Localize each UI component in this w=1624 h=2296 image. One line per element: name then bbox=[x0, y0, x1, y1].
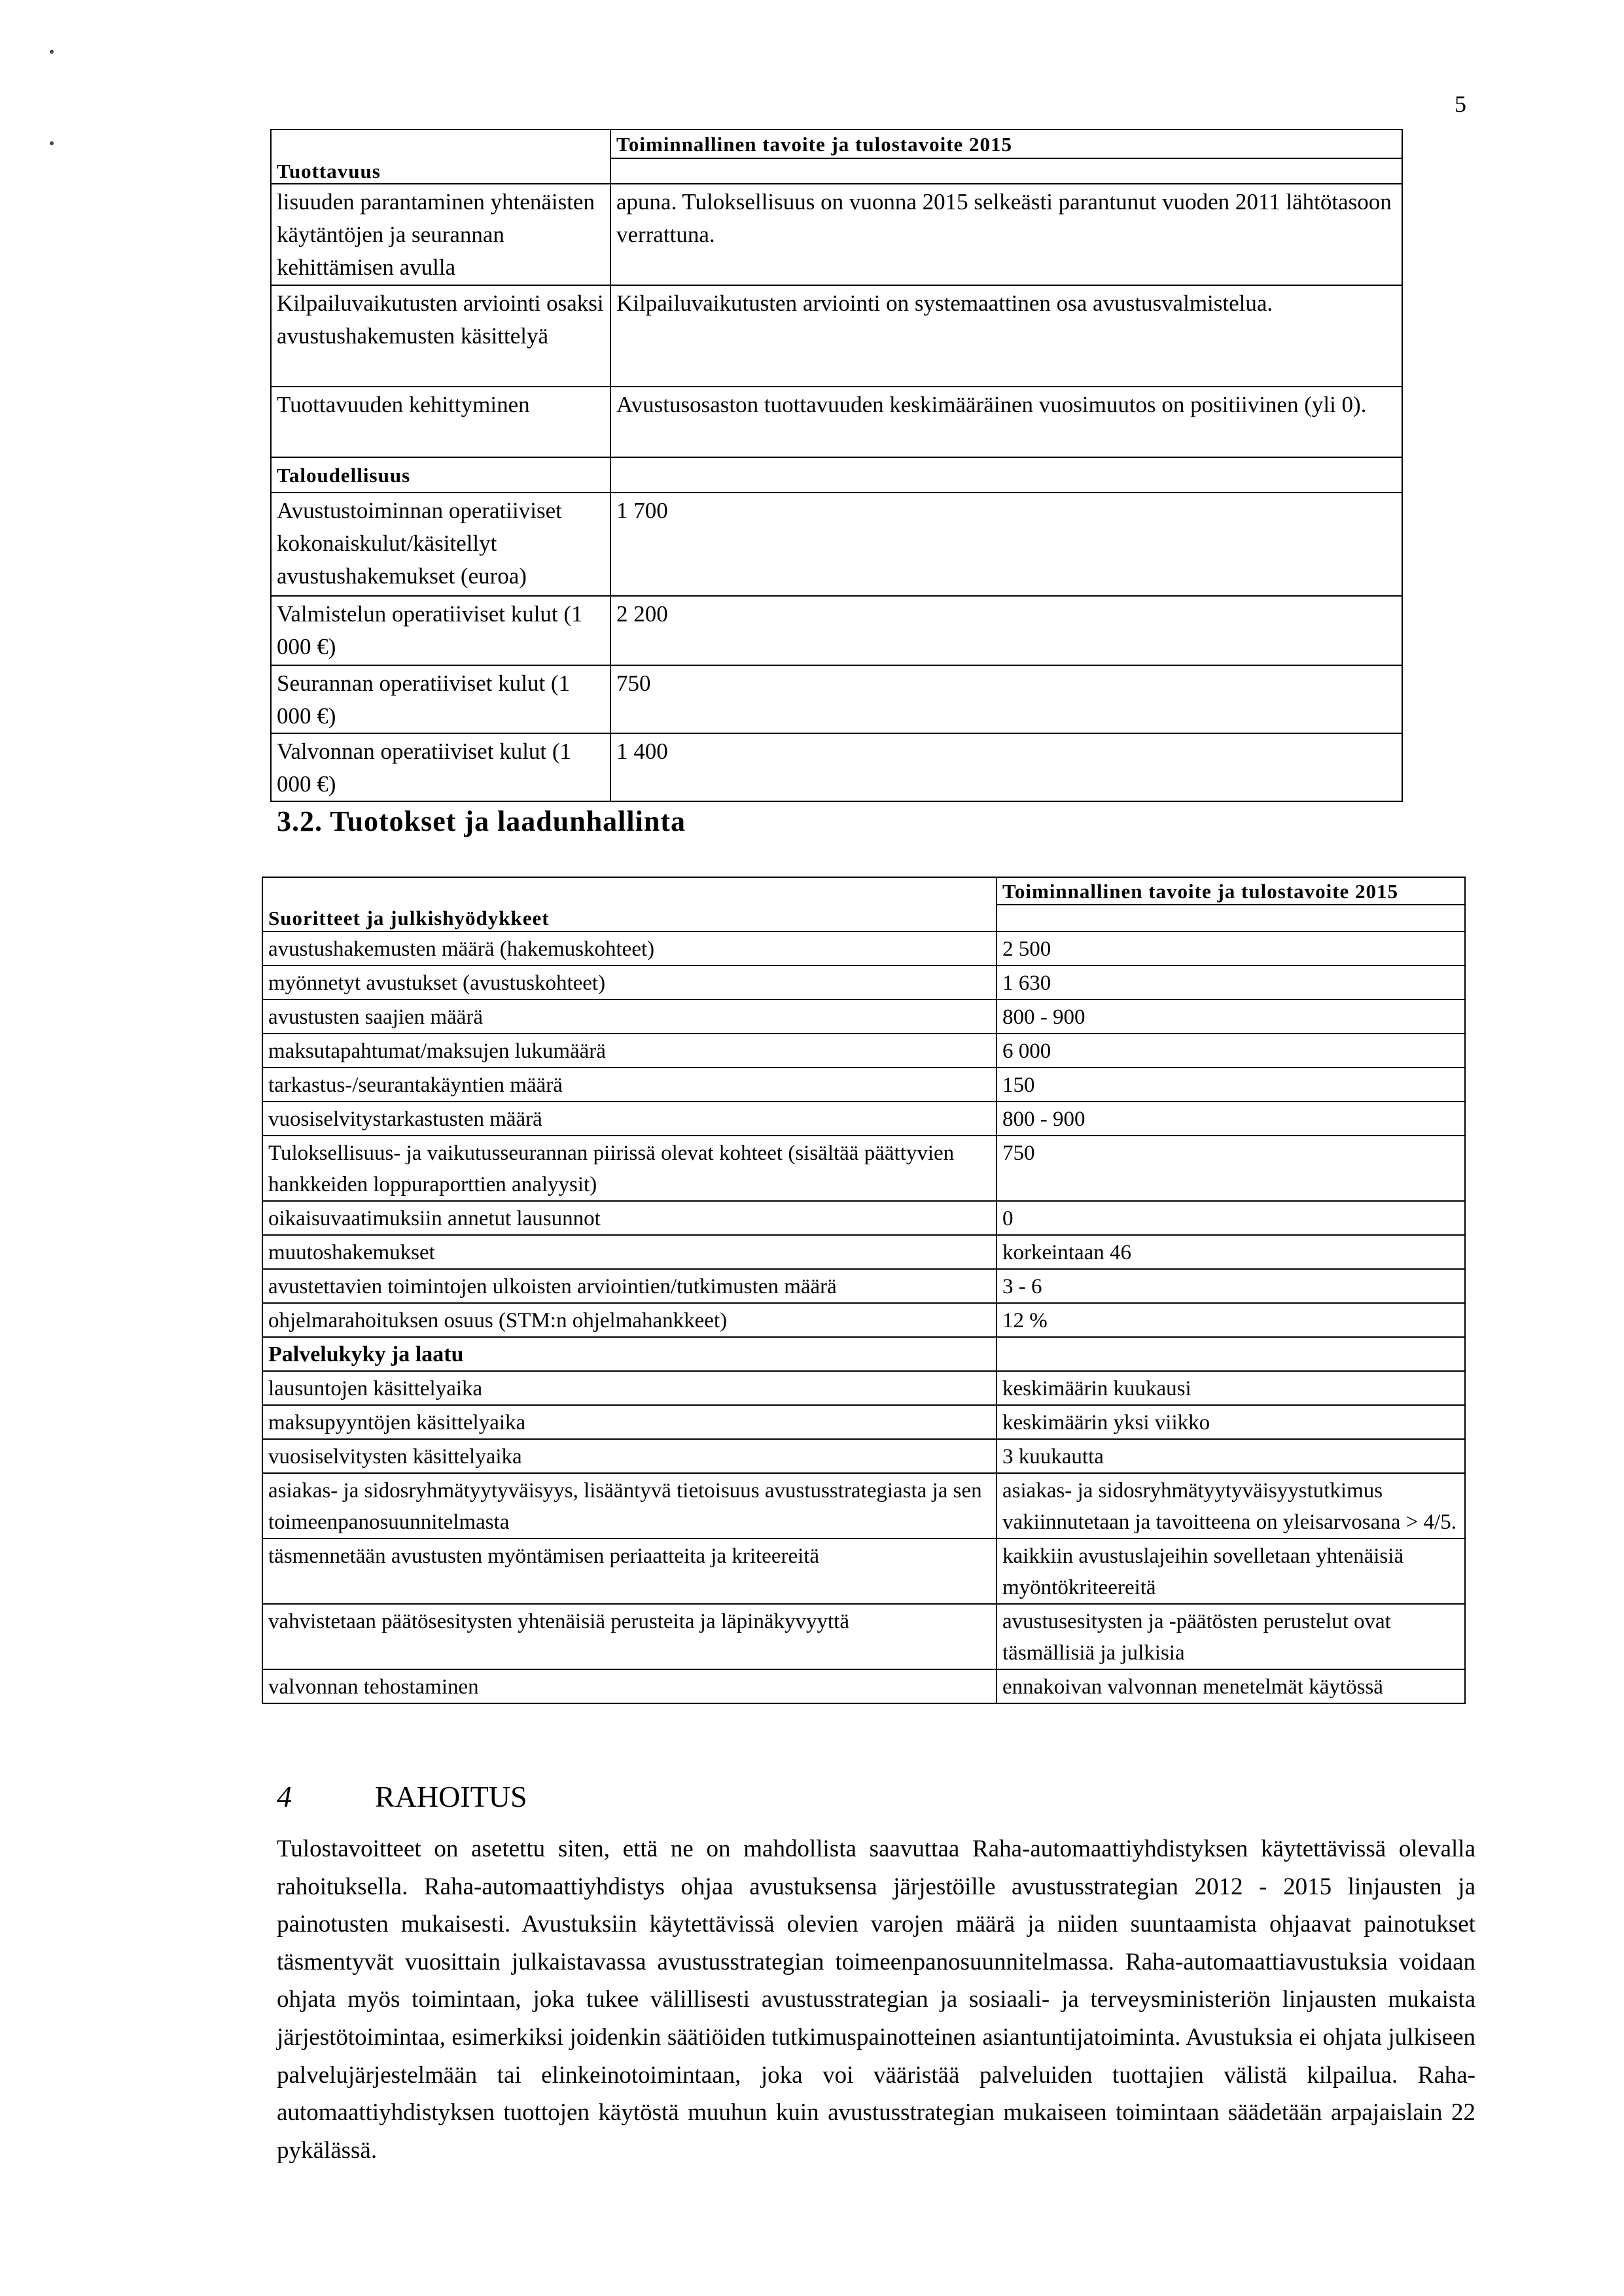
table-row bbox=[262, 1269, 1465, 1303]
table-cell-label: asiakas- ja sidosryhmätyytyväisyys, lisääntyvä tietoisuus avustusstrategiasta ja sen toimeenpanosuunnitelmasta bbox=[262, 1473, 997, 1539]
table-row bbox=[262, 1669, 1465, 1703]
table-cell-label: valvonnan tehostaminen bbox=[262, 1669, 997, 1703]
table-cell-value: keskimäärin kuukausi bbox=[997, 1371, 1465, 1405]
table-cell-value: 1 400 bbox=[610, 733, 1402, 801]
table-row bbox=[262, 965, 1465, 1000]
table-cell-value: kaikkiin avustuslajeihin sovelletaan yhtenäisiä myöntökriteereitä bbox=[997, 1539, 1465, 1604]
table-cell-value: apuna. Tuloksellisuus on vuonna 2015 selkeästi parantunut vuoden 2011 lähtötasoon verrattuna. bbox=[610, 184, 1402, 285]
table-cell-label: Tuottavuuden kehittyminen bbox=[271, 387, 610, 457]
table-cell-value: 6 000 bbox=[997, 1034, 1465, 1068]
page-number: 5 bbox=[1455, 91, 1466, 117]
table-row bbox=[262, 1136, 1465, 1201]
table-header-row bbox=[271, 130, 1402, 158]
table-cell-value: 2 200 bbox=[610, 596, 1402, 665]
table-row bbox=[262, 1473, 1465, 1539]
table-cell-label: vuosiselvitystarkastusten määrä bbox=[262, 1102, 997, 1136]
table-row bbox=[262, 1235, 1465, 1269]
table-cell-value: 0 bbox=[997, 1201, 1465, 1235]
table-cell-label: Valvonnan operatiiviset kulut (1 000 €) bbox=[271, 733, 610, 801]
table-row bbox=[262, 1303, 1465, 1337]
table-section-row bbox=[271, 457, 1402, 493]
section-title-economy: Taloudellisuus bbox=[271, 457, 610, 493]
section-heading: 3.2. Tuotokset ja laadunhallinta bbox=[277, 805, 686, 837]
section-title-outputs: Suoritteet ja julkishyödykkeet bbox=[262, 905, 997, 931]
table-cell-value: korkeintaan 46 bbox=[997, 1235, 1465, 1269]
table-cell-label: vahvistetaan päätösesitysten yhtenäisiä perusteita ja läpinäkyvyyttä bbox=[262, 1604, 997, 1669]
table-cell-label: avustushakemusten määrä (hakemuskohteet) bbox=[262, 931, 997, 965]
table-cell-value: 800 - 900 bbox=[997, 1000, 1465, 1034]
table-cell-label: ohjelmarahoituksen osuus (STM:n ohjelmahankkeet) bbox=[262, 1303, 997, 1337]
table-cell-value: 1 630 bbox=[997, 965, 1465, 1000]
table-row bbox=[262, 1068, 1465, 1102]
section-title-service-quality: Palvelukyky ja laatu bbox=[262, 1337, 997, 1371]
table-header-empty-cell bbox=[262, 877, 997, 905]
table-cell-label: Tuloksellisuus- ja vaikutusseurannan piirissä olevat kohteet (sisältää päättyvien hankkeiden loppuraporttien analyysit) bbox=[262, 1136, 997, 1201]
table-cell-value: asiakas- ja sidosryhmätyytyväisyystutkimus vakiinnutetaan ja tavoitteena on yleisarvosana > 4/5. bbox=[997, 1473, 1465, 1539]
table-row bbox=[271, 493, 1402, 596]
table-cell-label: myönnetyt avustukset (avustuskohteet) bbox=[262, 965, 997, 1000]
table-section-row bbox=[262, 1337, 1465, 1371]
table-cell-label: avustusten saajien määrä bbox=[262, 1000, 997, 1034]
table-cell-value: 3 - 6 bbox=[997, 1269, 1465, 1303]
table-row bbox=[262, 1539, 1465, 1604]
table-cell-label: oikaisuvaatimuksiin annetut lausunnot bbox=[262, 1201, 997, 1235]
table-row bbox=[262, 1000, 1465, 1034]
table-row bbox=[262, 1102, 1465, 1136]
table-row bbox=[271, 665, 1402, 733]
table-cell-value: 3 kuukautta bbox=[997, 1439, 1465, 1473]
table-cell-value: keskimäärin yksi viikko bbox=[997, 1405, 1465, 1439]
table-cell-value bbox=[997, 1337, 1465, 1371]
table-cell-value: Avustusosaston tuottavuuden keskimääräinen vuosimuutos on positiivinen (yli 0). bbox=[610, 387, 1402, 457]
table-row bbox=[271, 596, 1402, 665]
objectives-table-productivity bbox=[270, 129, 1403, 802]
objectives-table-outputs bbox=[262, 877, 1466, 1704]
table-cell-value: 750 bbox=[997, 1136, 1465, 1201]
table-cell-value bbox=[610, 158, 1402, 184]
table-cell-label: lisuuden parantaminen yhtenäisten käytäntöjen ja seurannan kehittämisen avulla bbox=[271, 184, 610, 285]
table-cell-label: Avustustoiminnan operatiiviset kokonaiskulut/käsitellyt avustushakemukset (euroa) bbox=[271, 493, 610, 596]
table-cell-label: maksutapahtumat/maksujen lukumäärä bbox=[262, 1034, 997, 1068]
table-row bbox=[262, 1201, 1465, 1235]
table-cell-value: Kilpailuvaikutusten arviointi on systemaattinen osa avustusvalmistelua. bbox=[610, 285, 1402, 387]
scan-speck bbox=[50, 50, 54, 54]
table-cell-value: 150 bbox=[997, 1068, 1465, 1102]
table-cell-value: 1 700 bbox=[610, 493, 1402, 596]
table-row bbox=[271, 387, 1402, 457]
table-header-cell: Toiminnallinen tavoite ja tulostavoite 2015 bbox=[997, 877, 1465, 905]
table-section-row bbox=[271, 158, 1402, 184]
table-header-cell: Toiminnallinen tavoite ja tulostavoite 2015 bbox=[610, 130, 1402, 158]
table-row bbox=[262, 1405, 1465, 1439]
table-cell-value: ennakoivan valvonnan menetelmät käytössä bbox=[997, 1669, 1465, 1703]
table-header-empty-cell bbox=[271, 130, 610, 158]
chapter-heading bbox=[277, 1779, 527, 1814]
table-cell-value: 800 - 900 bbox=[997, 1102, 1465, 1136]
table-cell-label: Valmistelun operatiiviset kulut (1 000 €) bbox=[271, 596, 610, 665]
table-cell-value: 2 500 bbox=[997, 931, 1465, 965]
table-cell-value bbox=[997, 905, 1465, 931]
table-cell-value bbox=[610, 457, 1402, 493]
table-row bbox=[262, 1604, 1465, 1669]
section-title-productivity: Tuottavuus bbox=[271, 158, 610, 184]
table-row bbox=[262, 1439, 1465, 1473]
table-row bbox=[271, 184, 1402, 285]
table-cell-label: maksupyyntöjen käsittelyaika bbox=[262, 1405, 997, 1439]
table-cell-label: Seurannan operatiiviset kulut (1 000 €) bbox=[271, 665, 610, 733]
table-row bbox=[262, 1371, 1465, 1405]
table-row bbox=[262, 1034, 1465, 1068]
table-header-row bbox=[262, 877, 1465, 905]
table-row bbox=[271, 733, 1402, 801]
body-paragraph: Tulostavoitteet on asetettu siten, että ne on mahdollista saavuttaa Raha-automaattiyhdistyksen käytettävissä olevalla rahoituksella. Raha-automaattiyhdistys ohjaa avustuksensa järjestöille avustusstrategian 2012 - 2015 linjausten ja painotusten mukaisesti. Avustuksiin käytettävissä olevien varojen määrä ja niiden suuntaamista ohjaavat painotukset täsmentyvät vuosittain julkaistavassa avustusstrategian toimeenpanosuunnitelmassa. Raha-automaattiavustuksia voidaan ohjata myös toimintaan, joka tukee välillisesti avustusstrategian ja sosiaali- ja terveysministeriön linjausten mukaista järjestötoimintaa, esimerkiksi joidenkin säätiöiden tutkimuspainotteinen asiantuntijatoiminta. Avustuksia ei ohjata julkiseen palvelujärjestelmään tai elinkeinotoimintaan, joka voi vääristää palveluiden tuottajien välistä kilpailua. Raha-automaattiyhdistyksen tuottojen käytöstä muuhun kuin avustusstrategian mukaiseen toimintaan säädetään arpajaislain 22 pykälässä. bbox=[277, 1835, 1475, 2164]
table-cell-value: 750 bbox=[610, 665, 1402, 733]
table-cell-value: avustusesitysten ja -päätösten perustelut ovat täsmällisiä ja julkisia bbox=[997, 1604, 1465, 1669]
table-cell-label: lausuntojen käsittelyaika bbox=[262, 1371, 997, 1405]
chapter-title: RAHOITUS bbox=[375, 1780, 527, 1813]
table-cell-label: muutoshakemukset bbox=[262, 1235, 997, 1269]
table-cell-label: vuosiselvitysten käsittelyaika bbox=[262, 1439, 997, 1473]
table-cell-value: 12 % bbox=[997, 1303, 1465, 1337]
table-row bbox=[271, 285, 1402, 387]
scan-speck bbox=[50, 141, 54, 145]
chapter-number: 4 bbox=[277, 1780, 292, 1813]
table-section-row bbox=[262, 905, 1465, 931]
table-cell-label: Kilpailuvaikutusten arviointi osaksi avustushakemusten käsittelyä bbox=[271, 285, 610, 387]
table-cell-label: avustettavien toimintojen ulkoisten arviointien/tutkimusten määrä bbox=[262, 1269, 997, 1303]
table-cell-label: täsmennetään avustusten myöntämisen periaatteita ja kriteereitä bbox=[262, 1539, 997, 1604]
table-row bbox=[262, 931, 1465, 965]
table-cell-label: tarkastus-/seurantakäyntien määrä bbox=[262, 1068, 997, 1102]
